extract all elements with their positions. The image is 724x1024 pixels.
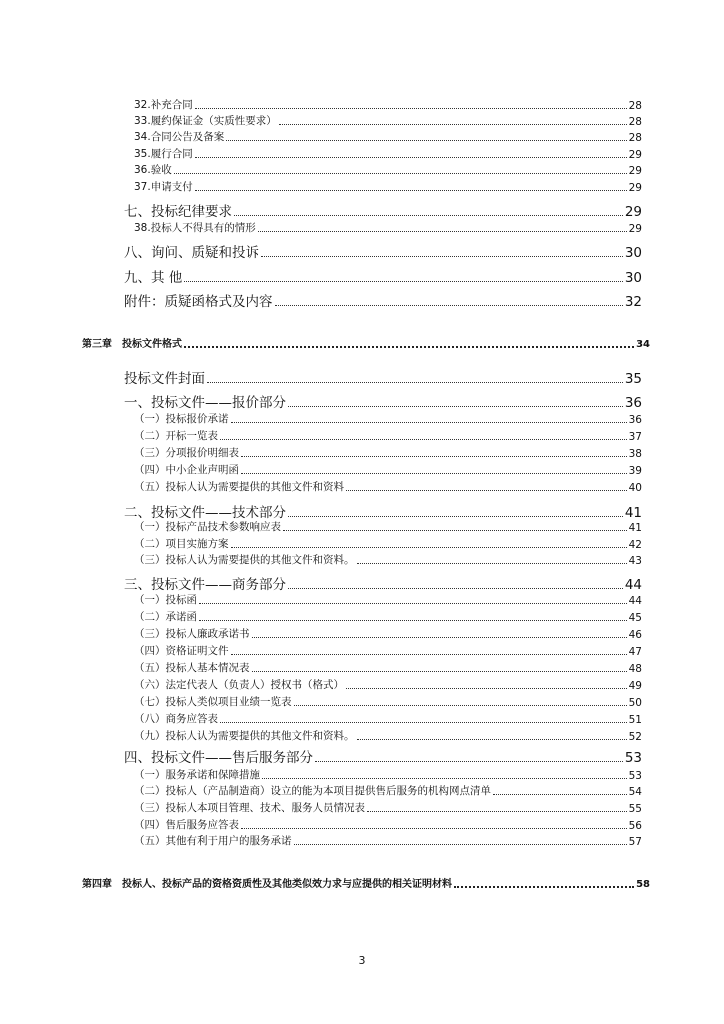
dot-leader [367,811,627,812]
toc-entry-title: （二）开标一览表 [134,430,218,442]
toc-entry-page: 30 [624,245,642,261]
toc-chapter-entry[interactable] [82,876,650,890]
toc-entry-page: 45 [628,612,642,624]
toc-entry-page: 29 [628,149,642,161]
toc-entry-title: （二）承诺函 [134,611,197,623]
toc-entry-title: 32.补充合同 [134,99,193,111]
dot-leader [315,761,623,762]
toc-entry[interactable] [134,114,642,128]
dot-leader [231,547,627,548]
toc-entry-title: （七）投标人类似项目业绩一览表 [134,696,292,708]
toc-entry-page: 43 [628,555,642,567]
toc-entry[interactable] [134,429,642,443]
toc-entry-title: （一）投标产品技术参数响应表 [134,521,281,533]
toc-entry[interactable] [134,98,642,112]
toc-entry-page: 28 [628,132,642,144]
toc-entry-title: 投标文件封面 [124,371,205,387]
toc-entry-title: 第三章 投标文件格式 [82,339,182,350]
toc-entry-title: 附件：质疑函格式及内容 [124,294,273,310]
toc-entry[interactable] [124,202,642,220]
toc-entry-title: （四）中小企业声明函 [134,464,239,476]
toc-entry-title: 37.申请支付 [134,181,193,193]
toc-entry-page: 46 [628,629,642,641]
toc-entry-title: 36.验收 [134,164,172,176]
toc-entry-title: （五）投标人基本情况表 [134,662,250,674]
dot-leader [346,490,627,491]
toc-entry-title: （二）项目实施方案 [134,538,229,550]
toc-entry[interactable] [134,784,642,798]
toc-entry-page: 36 [628,414,642,426]
toc-entry-page: 29 [628,223,642,235]
toc-entry-title: （三）投标人认为需要提供的其他文件和资料。 [134,554,355,566]
toc-entry[interactable] [124,292,642,310]
toc-entry[interactable] [124,393,642,411]
toc-entry[interactable] [134,480,642,494]
toc-entry[interactable] [134,834,642,848]
toc-entry-page: 28 [628,100,642,112]
toc-entry-page: 36 [624,395,642,411]
toc-entry[interactable] [134,147,642,161]
toc-entry-page: 50 [628,697,642,709]
toc-entry[interactable] [134,610,642,624]
toc-entry-page: 54 [628,786,642,798]
toc-entry-title: （一）投标函 [134,594,197,606]
toc-entry-page: 47 [628,646,642,658]
toc-entry-title: （六）法定代表人（负责人）授权书（格式） [134,679,344,691]
toc-entry[interactable] [134,463,642,477]
dot-leader [294,705,627,706]
toc-entry-title: 四、投标文件——售后服务部分 [124,750,313,766]
dot-leader [226,140,626,141]
toc-entry-title: （二）投标人（产品制造商）设立的能为本项目提供售后服务的机构网点清单 [134,785,491,797]
toc-entry-page: 56 [628,820,642,832]
toc-entry-title: 七、投标纪律要求 [124,204,232,220]
dot-leader [283,530,627,531]
toc-entry[interactable] [134,801,642,815]
toc-entry-title: （三）投标人本项目管理、技术、服务人员情况表 [134,802,365,814]
dot-leader [252,637,627,638]
toc-entry-title: 九、其 他 [124,270,183,286]
toc-entry-page: 48 [628,663,642,675]
toc-entry-title: （三）分项报价明细表 [134,447,239,459]
toc-entry-title: （八）商务应答表 [134,713,218,725]
dot-leader [288,516,623,517]
toc-entry-title: 35.履行合同 [134,148,193,160]
dot-leader [184,346,634,348]
toc-entry-page: 34 [636,339,650,350]
toc-entry-title: 八、询问、质疑和投诉 [124,245,259,261]
dot-leader [231,422,627,423]
toc-entry-title: 38.投标人不得具有的情形 [134,222,256,234]
toc-entry[interactable] [124,575,642,593]
toc-entry-page: 38 [628,448,642,460]
toc-entry[interactable] [124,243,642,261]
dot-leader [234,215,623,216]
toc-entry-page: 32 [624,294,642,310]
toc-entry-title: 三、投标文件——商务部分 [124,577,286,593]
toc-entry-title: 第四章 投标人、投标产品的资格资质性及其他类似效力求与应提供的相关证明材料 [82,879,452,890]
toc-entry[interactable] [134,537,642,551]
toc-entry-title: 34.合同公告及备案 [134,131,225,143]
dot-leader [220,722,627,723]
toc-entry-title: 一、投标文件——报价部分 [124,395,286,411]
dot-leader [184,281,623,282]
toc-entry-title: （五）投标人认为需要提供的其他文件和资料 [134,481,344,493]
toc-entry-title: （三）投标人廉政承诺书 [134,628,250,640]
dot-leader [261,256,623,257]
toc-entry[interactable] [134,553,642,567]
toc-entry-page: 53 [624,750,642,766]
toc-entry-title: 二、投标文件——技术部分 [124,505,286,521]
dot-leader [195,108,627,109]
toc-entry-page: 53 [628,770,642,782]
toc-entry-page: 40 [628,482,642,494]
dot-leader [207,382,623,383]
dot-leader [220,439,627,440]
toc-entry-page: 29 [628,182,642,194]
toc-entry-page: 29 [628,165,642,177]
dot-leader [262,778,627,779]
toc-entry-page: 35 [624,371,642,387]
toc-entry-page: 41 [628,522,642,534]
toc-entry[interactable] [134,130,642,144]
dot-leader [241,473,627,474]
dot-leader [241,456,627,457]
dot-leader [199,620,627,621]
toc-entry[interactable] [134,729,642,743]
dot-leader [279,124,627,125]
dot-leader [174,173,627,174]
toc-entry-page: 44 [628,595,642,607]
toc-entry[interactable] [134,520,642,534]
dot-leader [357,739,627,740]
toc-entry-title: （四）资格证明文件 [134,645,229,657]
dot-leader [231,654,627,655]
toc-entry-page: 58 [636,879,650,890]
toc-entry[interactable] [134,163,642,177]
dot-leader [288,406,623,407]
toc-entry[interactable] [134,627,642,641]
dot-leader [195,190,627,191]
toc-entry[interactable] [134,221,642,235]
toc-entry[interactable] [134,818,642,832]
toc-entry-page: 55 [628,803,642,815]
toc-entry[interactable] [124,748,642,766]
toc-entry[interactable] [134,446,642,460]
toc-entry-title: （九）投标人认为需要提供的其他文件和资料。 [134,730,355,742]
dot-leader [294,844,627,845]
toc-entry[interactable] [134,768,642,782]
dot-leader [199,603,627,604]
toc-entry-page: 57 [628,836,642,848]
toc-entry[interactable] [134,695,642,709]
toc-entry-page: 42 [628,539,642,551]
toc-entry[interactable] [134,412,642,426]
toc-entry-page: 41 [624,505,642,521]
dot-leader [346,688,627,689]
toc-entry-page: 37 [628,431,642,443]
toc-entry[interactable] [124,369,642,387]
dot-leader [252,671,627,672]
toc-chapter-entry[interactable] [82,336,650,350]
toc-entry-page: 29 [624,204,642,220]
dot-leader [241,828,627,829]
page-number: 3 [358,954,366,967]
dot-leader [493,794,627,795]
toc-entry[interactable] [124,268,642,286]
toc-entry-page: 52 [628,731,642,743]
toc-entry-page: 44 [624,577,642,593]
toc-entry-title: （一）投标报价承诺 [134,413,229,425]
dot-leader [275,305,623,306]
toc-entry-page: 49 [628,680,642,692]
toc-entry[interactable] [134,644,642,658]
toc-entry-title: 33.履约保证金（实质性要求） [134,115,277,127]
toc-entry[interactable] [134,712,642,726]
toc-entry[interactable] [134,593,642,607]
dot-leader [454,886,634,888]
toc-entry[interactable] [134,661,642,675]
toc-entry-title: （五）其他有利于用户的服务承诺 [134,835,292,847]
dot-leader [258,231,627,232]
toc-entry-page: 39 [628,465,642,477]
dot-leader [195,157,627,158]
toc-entry-page: 30 [624,270,642,286]
toc-entry-title: （一）服务承诺和保障措施 [134,769,260,781]
toc-entry-page: 28 [628,116,642,128]
dot-leader [357,563,627,564]
dot-leader [288,588,623,589]
toc-entry-title: （四）售后服务应答表 [134,819,239,831]
toc-entry-page: 51 [628,714,642,726]
toc-entry[interactable] [134,180,642,194]
toc-entry[interactable] [134,678,642,692]
